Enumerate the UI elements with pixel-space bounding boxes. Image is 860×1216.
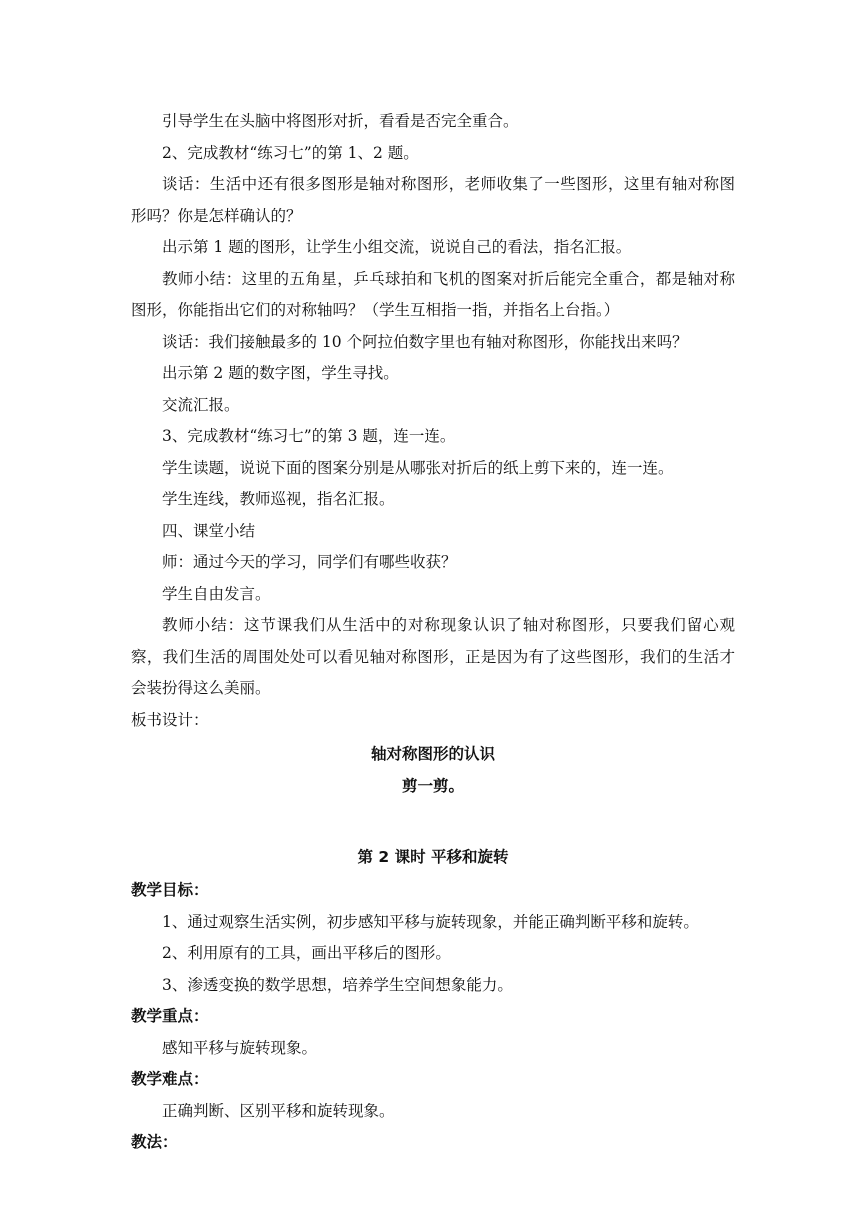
paragraph: 出示第 2 题的数字图，学生寻找。 bbox=[162, 364, 399, 382]
blank-line bbox=[131, 802, 735, 834]
document-content bbox=[131, 106, 735, 1159]
paragraph: 学生读题，说说下面的图案分别是从哪张对折后的纸上剪下来的，连一连。 bbox=[162, 458, 674, 477]
paragraph: 谈话：我们接触最多的 10 个阿拉伯数字里也有轴对称图形，你能找出来吗？ bbox=[162, 332, 688, 351]
paragraph: 学生连线，教师巡视，指名汇报。 bbox=[162, 490, 395, 508]
key-points-heading: 教学重点： bbox=[131, 1007, 209, 1025]
difficulty-heading: 教学难点： bbox=[131, 1070, 209, 1088]
paragraph: 师：通过今天的学习，同学们有哪些收获？ bbox=[162, 553, 457, 571]
board-design-label: 板书设计： bbox=[131, 710, 209, 729]
paragraph: 交流汇报。 bbox=[162, 395, 240, 414]
board-title: 轴对称图形的认识 bbox=[370, 745, 495, 763]
board-subtitle: 剪一剪。 bbox=[401, 776, 464, 795]
paragraph: 引导学生在头脑中将图形对折，看看是否完全重合。 bbox=[162, 112, 519, 130]
lesson-title: 第 2 课时 平移和旋转 bbox=[357, 847, 509, 866]
paragraph: 3、完成教材“练习七”的第 3 题，连一连。 bbox=[162, 427, 456, 445]
objective-item: 2、利用原有的工具，画出平移后的图形。 bbox=[162, 944, 451, 962]
paragraph: 教师小结：这节课我们从生活中的对称现象认识了轴对称图形，只要我们留心观察，我们生活的周围处处可以看见轴对称图形，正是因为有了这些图形，我们的生活才会装扮得这么美丽。 bbox=[131, 616, 735, 697]
paragraph: 谈话：生活中还有很多图形是轴对称图形，老师收集了一些图形，这里有轴对称图形吗？你是怎样确认的？ bbox=[131, 175, 735, 225]
objectives-heading: 教学目标： bbox=[131, 881, 209, 899]
paragraph: 2、完成教材“练习七”的第 1、2 题。 bbox=[162, 143, 419, 162]
paragraph: 学生自由发言。 bbox=[162, 584, 271, 603]
paragraph: 出示第 1 题的图形，让学生小组交流，说说自己的看法，指名汇报。 bbox=[162, 238, 632, 256]
objective-item: 3、渗透变换的数学思想，培养学生空间想象能力。 bbox=[162, 975, 513, 994]
difficulty-text: 正确判断、区别平移和旋转现象。 bbox=[162, 1101, 395, 1120]
key-points-text: 感知平移与旋转现象。 bbox=[162, 1038, 318, 1057]
method-heading: 教法： bbox=[131, 1133, 178, 1151]
section-heading: 四、课堂小结 bbox=[162, 521, 256, 540]
paragraph: 教师小结：这里的五角星，乒乓球拍和飞机的图案对折后能完全重合，都是轴对称图形，你能指出它们的对称轴吗？（学生互相指一指，并指名上台指。） bbox=[131, 269, 735, 319]
objective-item: 1、通过观察生活实例，初步感知平移与旋转现象，并能正确判断平移和旋转。 bbox=[162, 912, 699, 931]
